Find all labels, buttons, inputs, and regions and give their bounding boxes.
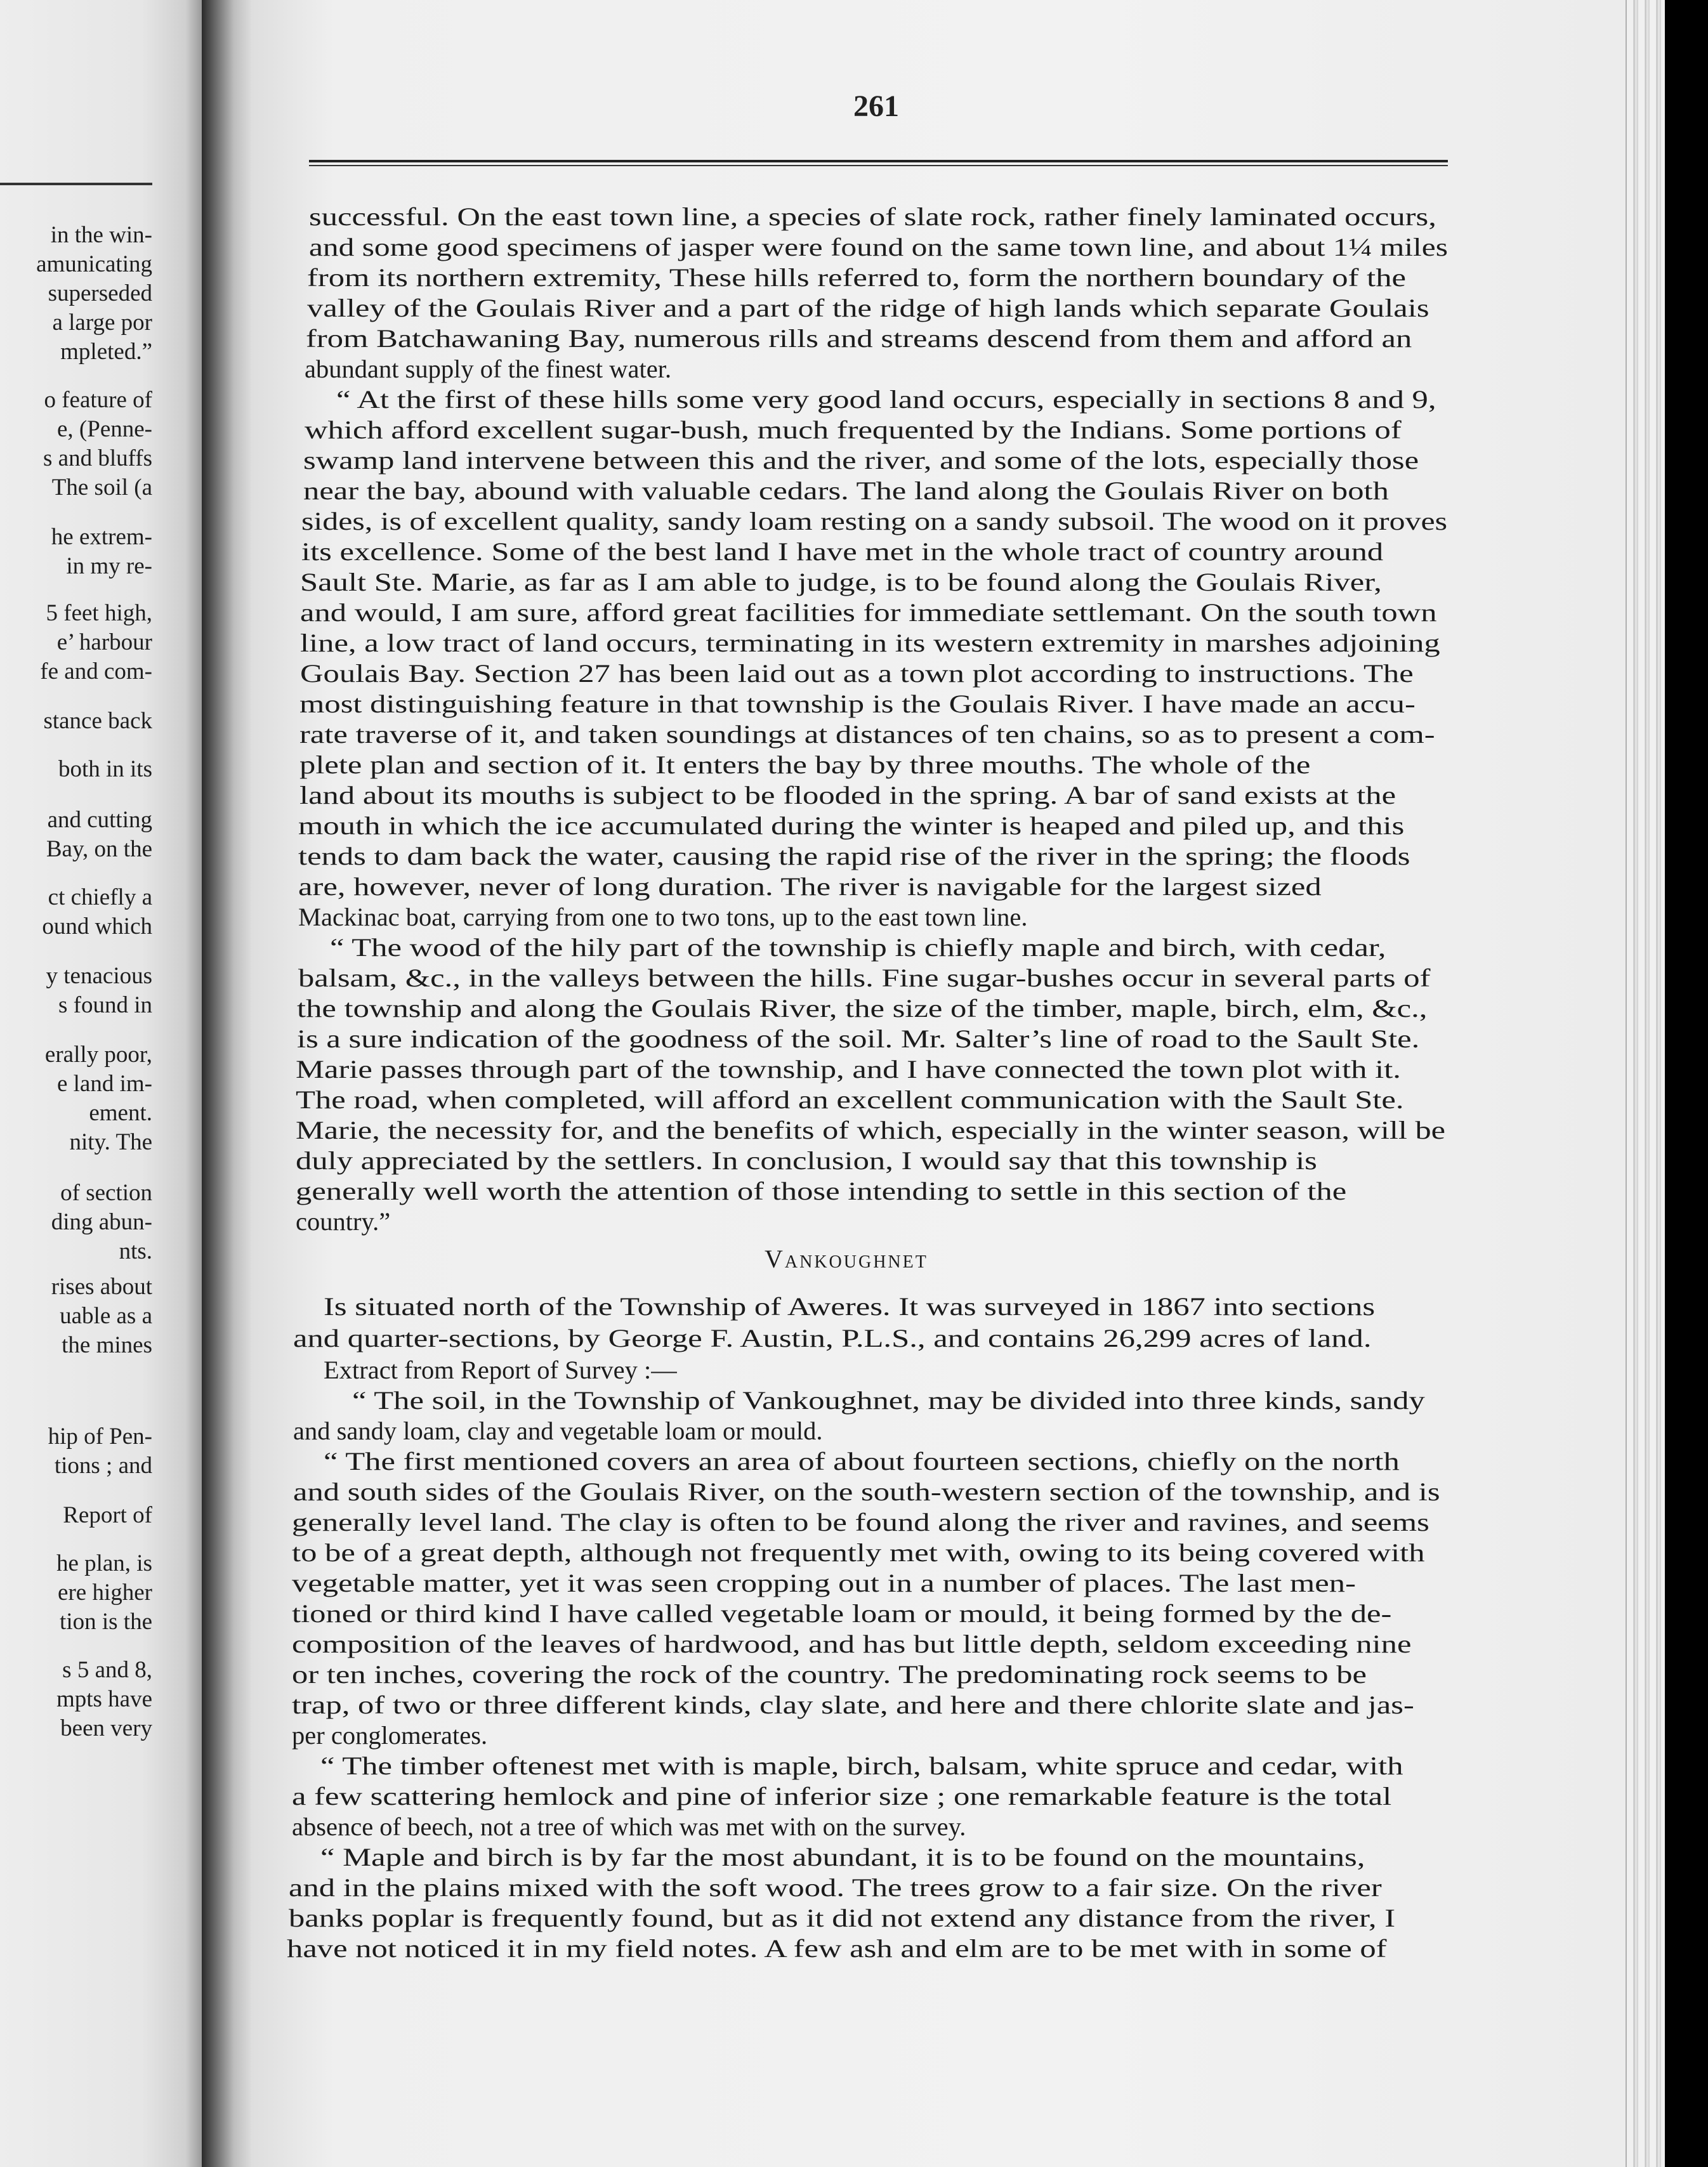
facing-page-fragment: e land im- [56, 1071, 152, 1097]
facing-page-fragment: s found in [58, 992, 152, 1018]
text-line: The road, when completed, will afford an excellent communication with the Sault Ste. [296, 1085, 1404, 1114]
facing-page-fragment: tion is the [60, 1609, 152, 1635]
text-line: from its northern extremity, These hills referred to, form the northern boundary of the [307, 263, 1406, 292]
text-line: “ Maple and birch is by far the most abundant, it is to be found on the mountains, [320, 1843, 1365, 1871]
facing-page-fragment: hip of Pen- [48, 1424, 152, 1450]
facing-page-fragment: been very [60, 1715, 152, 1741]
facing-page-fragment: ound which [42, 913, 152, 939]
facing-page-fragment: Report of [63, 1502, 152, 1528]
facing-page-fragment: ding abun- [51, 1209, 152, 1235]
text-line: are, however, never of long duration. The river is navigable for the largest sized [298, 872, 1322, 901]
facing-page-fragment: s and bluffs [43, 445, 152, 471]
text-line: plete plan and section of it. It enters the bay by three mouths. The whole of the [299, 750, 1311, 779]
text-line: line, a low tract of land occurs, terminating in its western extremity in marshes adjoining [300, 629, 1440, 657]
text-line: “ The first mentioned covers an area of about fourteen sections, chiefly on the north [324, 1447, 1400, 1476]
facing-page-fragment: s 5 and 8, [62, 1657, 152, 1683]
text-line: most distinguishing feature in that township is the Goulais River. I have made an accu- [299, 690, 1416, 718]
facing-page-fragment: 5 feet high, [46, 600, 152, 626]
text-line: sides, is of excellent quality, sandy loam resting on a sandy subsoil. The wood on it proves [301, 507, 1448, 535]
text-line: rate traverse of it, and taken soundings at distances of ten chains, so as to present a com- [299, 720, 1435, 749]
facing-page-fragment: y tenacious [46, 963, 152, 989]
facing-page-fragment: uable as a [60, 1303, 152, 1329]
text-line: a few scattering hemlock and pine of inferior size ; one remarkable feature is the total [292, 1782, 1392, 1810]
facing-page-fragment: he extrem- [51, 524, 152, 550]
facing-page-fragment: fe and com- [40, 658, 152, 684]
section-heading: Vankoughnet [765, 1245, 928, 1273]
text-line: successful. On the east town line, a species of slate rock, rather finely laminated occurs, [309, 202, 1436, 231]
facing-page-fragment: in my re- [66, 553, 152, 579]
facing-page-fragment: rises about [51, 1274, 152, 1300]
text-line: absence of beech, not a tree of which was met with on the survey. [292, 1812, 966, 1841]
facing-page-fragment: mpleted.” [60, 339, 152, 365]
text-line: tends to dam back the water, causing the rapid rise of the river in the spring; the floods [298, 842, 1410, 870]
text-line: tioned or third kind I have called vegetable loam or mould, it being formed by the de- [292, 1599, 1392, 1628]
facing-page-fragment: in the win- [50, 222, 152, 248]
text-line: and south sides of the Goulais River, on the south-western section of the township, and is [293, 1477, 1440, 1506]
facing-page-fragment: Bay, on the [46, 836, 152, 862]
text-line: country.” [296, 1207, 391, 1236]
text-line: near the bay, abound with valuable cedars. The land along the Goulais River on both [303, 476, 1389, 505]
text-line: balsam, &c., in the valleys between the hills. Fine sugar-bushes occur in several parts of [298, 964, 1431, 992]
text-line: is a sure indication of the goodness of the soil. Mr. Salter’s line of road to the Sault Ste. [297, 1025, 1420, 1053]
facing-page-fragment: a large por [52, 310, 152, 336]
facing-page-fragment: the mines [62, 1332, 152, 1358]
text-line: Mackinac boat, carrying from one to two tons, up to the east town line. [298, 903, 1028, 931]
text-line: from Batchawaning Bay, numerous rills and streams descend from them and afford an [306, 324, 1412, 353]
facing-page-fragment: tions ; and [54, 1453, 152, 1479]
facing-page-fragment: superseded [48, 280, 152, 306]
page-number: 261 [853, 89, 899, 123]
facing-page-fragment: he plan, is [56, 1550, 152, 1576]
text-line: generally well worth the attention of those intending to settle in this section of the [296, 1177, 1347, 1205]
facing-page-fragment: nity. The [69, 1129, 152, 1155]
text-line: and quarter-sections, by George F. Austin, P.L.S., and contains 26,299 acres of land. [293, 1324, 1372, 1352]
facing-page-fragment: ere higher [58, 1580, 152, 1606]
facing-page-fragment: stance back [43, 708, 152, 734]
text-line: “ The timber oftenest met with is maple, birch, balsam, white spruce and cedar, with [320, 1751, 1403, 1780]
facing-page-fragment: and cutting [47, 807, 152, 833]
facing-page-fragment: both in its [58, 756, 152, 782]
facing-page-fragment: of section [60, 1180, 152, 1206]
facing-page-fragment: nts. [119, 1238, 152, 1264]
text-line: “ At the first of these hills some very good land occurs, especially in sections 8 and 9, [336, 385, 1436, 414]
text-line: land about its mouths is subject to be flooded in the spring. A bar of sand exists at the [299, 781, 1396, 809]
facing-page-fragment: ement. [89, 1100, 152, 1126]
text-line: Is situated north of the Township of Aweres. It was surveyed in 1867 into sections [324, 1292, 1376, 1321]
text-line: swamp land intervene between this and the river, and some of the lots, especially those [303, 446, 1419, 475]
facing-page-fragment: o feature of [44, 387, 152, 413]
text-line: valley of the Goulais River and a part of the ridge of high lands which separate Goulais [307, 294, 1429, 322]
text-line: the township and along the Goulais River, the size of the timber, maple, birch, elm, &c., [297, 994, 1428, 1023]
text-line: or ten inches, covering the rock of the country. The predominating rock seems to be [292, 1660, 1367, 1689]
text-line: duly appreciated by the settlers. In conclusion, I would say that this township is [296, 1146, 1317, 1175]
text-line: and sandy loam, clay and vegetable loam or mould. [293, 1417, 823, 1445]
text-line: per conglomerates. [292, 1721, 488, 1750]
text-line: to be of a great depth, although not frequently met with, owing to its being covered with [292, 1538, 1425, 1567]
text-line: its excellence. Some of the best land I have met in the whole tract of country around [301, 537, 1384, 566]
facing-page-fragment: The soil (a [51, 475, 152, 501]
facing-page-fragment: amunicating [36, 251, 152, 277]
text-line: abundant supply of the finest water. [305, 355, 672, 383]
text-line: have not noticed it in my field notes. A few ash and elm are to be met with in some of [287, 1934, 1387, 1963]
text-line: trap, of two or three different kinds, clay slate, and here and there chlorite slate and jas- [292, 1691, 1414, 1719]
text-line: “ The wood of the hily part of the township is chiefly maple and birch, with cedar, [330, 933, 1386, 962]
text-line: Sault Ste. Marie, as far as I am able to judge, is to be found along the Goulais River, [300, 568, 1382, 596]
facing-page-fragment: ct chiefly a [48, 884, 152, 910]
facing-page-fragment: erally poor, [44, 1042, 152, 1068]
text-line: Marie passes through part of the township, and I have connected the town plot with it. [296, 1055, 1401, 1084]
text-line: which afford excellent sugar-bush, much frequented by the Indians. Some portions of [305, 416, 1402, 444]
text-line: Goulais Bay. Section 27 has been laid out as a town plot according to instructions. The [300, 659, 1414, 688]
facing-page-fragment: e’ harbour [56, 629, 152, 655]
text-line: generally level land. The clay is often to be found along the river and ravines, and seems [292, 1508, 1429, 1536]
text-line: Marie, the necessity for, and the benefits of which, especially in the winter season, will be [296, 1116, 1446, 1144]
facing-page-fragment: mpts have [56, 1686, 152, 1712]
text-line: and some good specimens of jasper were found on the same town line, and about 1¼ miles [309, 233, 1448, 261]
facing-page-fragment: e, (Penne- [57, 416, 152, 442]
text-line: “ The soil, in the Township of Vankoughnet, may be divided into three kinds, sandy [352, 1386, 1425, 1415]
text-line: vegetable matter, yet it was seen cropping out in a number of places. The last men- [292, 1569, 1356, 1597]
text-line: Extract from Report of Survey :— [324, 1356, 677, 1384]
text-line: and would, I am sure, afford great facilities for immediate settlemant. On the south town [300, 598, 1437, 627]
text-line: mouth in which the ice accumulated during the winter is heaped and piled up, and this [298, 811, 1405, 840]
text-line: composition of the leaves of hardwood, and has but little depth, seldom exceeding nine [292, 1630, 1412, 1658]
text-line: banks poplar is frequently found, but as it did not extend any distance from the river, I [289, 1904, 1396, 1932]
text-line: and in the plains mixed with the soft wood. The trees grow to a fair size. On the river [289, 1873, 1382, 1902]
